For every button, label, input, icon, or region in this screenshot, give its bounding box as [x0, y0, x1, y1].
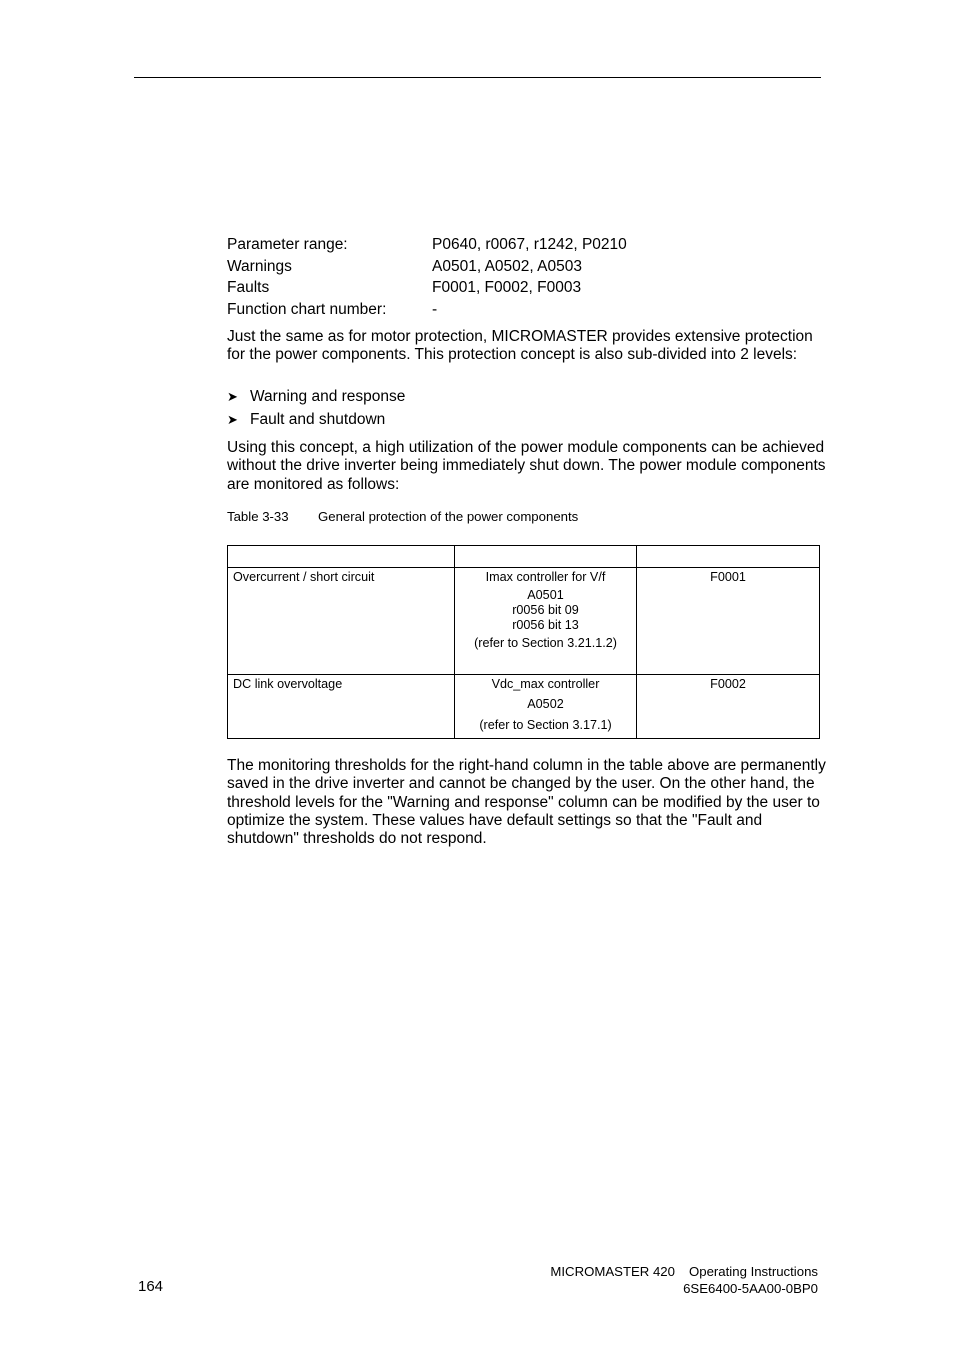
footer-product: MICROMASTER 420 — [550, 1264, 675, 1279]
footer-order-number: 6SE6400-5AA00-0BP0 — [683, 1281, 818, 1296]
warning-line: r0056 bit 09 — [512, 603, 579, 618]
arrowhead-bullet-icon: ➤ — [227, 389, 238, 404]
parameter-row-function-chart — [227, 299, 827, 321]
parameter-label: Function chart number: — [227, 301, 387, 319]
list-item-text: Warning and response — [250, 388, 406, 405]
parameter-label: Faults — [227, 279, 270, 297]
parameter-value: F0001, F0002, F0003 — [432, 279, 582, 297]
parameter-value: P0640, r0067, r1242, P0210 — [432, 236, 627, 253]
warning-line: Vdc_max controller — [491, 677, 600, 691]
warning-line: (refer to Section 3.21.1.2) — [474, 636, 617, 651]
list-item — [227, 410, 827, 433]
parameter-label: Warnings — [227, 257, 292, 275]
parameter-row-warnings — [227, 256, 827, 278]
protection-levels-list — [227, 387, 827, 433]
warning-line: A0501 — [527, 587, 564, 602]
column-header — [228, 546, 455, 568]
parameter-row-faults — [227, 277, 827, 299]
page-number: 164 — [138, 1278, 164, 1295]
footer-product-line — [550, 1263, 818, 1280]
component-cell: DC link overvoltage — [228, 675, 455, 739]
warning-line: r0056 bit 13 — [512, 618, 579, 633]
warning-cell — [455, 675, 637, 739]
parameter-list — [227, 234, 827, 321]
fault-cell: F0002 — [637, 675, 820, 739]
table-number: Table 3-33 — [227, 509, 289, 524]
table-row — [228, 675, 820, 739]
table-header-row — [228, 546, 820, 568]
list-item — [227, 387, 827, 410]
power-protection-table — [227, 545, 820, 739]
table-row — [228, 568, 820, 675]
parameter-row-range — [227, 234, 827, 256]
table-title: General protection of the power components — [318, 509, 579, 524]
component-cell: Overcurrent / short circuit — [228, 568, 455, 675]
intro-paragraph: Just the same as for motor protection, MICROMASTER provides extensive protection for the power components. This protection concept is also sub-divided into 2 levels: — [227, 328, 813, 364]
thresholds-paragraph: The monitoring thresholds for the right-hand column in the table above are permanently saved in the drive inverter and cannot be changed by the user. On the other hand, the threshold levels for the "Warning and response" column can be modified by the user to optimize the system. These values have default settings so that the "Fault and shutdown" thresholds do not respond. — [227, 757, 826, 848]
table-caption — [227, 508, 578, 526]
fault-cell: F0001 — [637, 568, 820, 675]
parameter-value: - — [432, 301, 438, 319]
column-header — [637, 546, 820, 568]
warning-cell — [455, 568, 637, 675]
arrowhead-bullet-icon: ➤ — [227, 412, 238, 427]
header-rule — [134, 77, 821, 78]
footer-doc-type: Operating Instructions — [688, 1264, 818, 1279]
warning-line: Imax controller for V/f — [485, 570, 606, 584]
parameter-value: A0501, A0502, A0503 — [432, 257, 582, 275]
warning-line: (refer to Section 3.17.1) — [479, 717, 612, 732]
parameter-label: Parameter range: — [227, 236, 348, 253]
list-item-text: Fault and shutdown — [250, 411, 386, 428]
column-header — [455, 546, 637, 568]
warning-line: A0502 — [527, 697, 564, 712]
concept-paragraph: Using this concept, a high utilization of the power module components can be achieved without the drive inverter being immediately shut down. The power module components are monitored as follows: — [227, 439, 826, 493]
